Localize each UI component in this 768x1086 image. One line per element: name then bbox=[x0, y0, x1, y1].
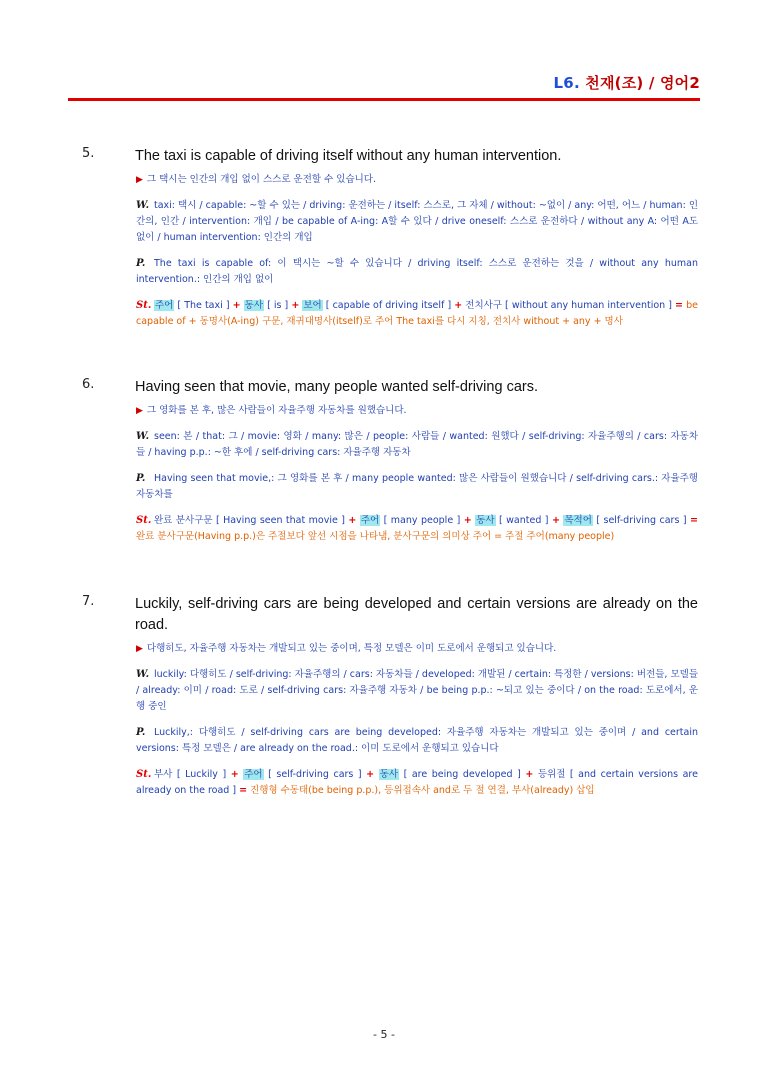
words-text: taxi: 택시 / capable: ~할 수 있는 / driving: 운전하는 / itself: 스스로, 그 자체 / without: ~없이 / any: 어떤, 어느 / human: 인간의, 인간 / intervention: 개입 / be capable of A-ing: A할 수 있다 / drive oneself: 스스로 운전하다 / without any A: 어떤 A도 없이 / human intervention: 인간의 개입 bbox=[136, 200, 698, 243]
plus-sign: + bbox=[366, 769, 375, 780]
p-label: P. bbox=[136, 258, 146, 269]
plus-sign: + bbox=[551, 515, 560, 526]
triangle-bullet-icon: ▶ bbox=[136, 406, 143, 416]
structure-part: 등위절 [ and certain versions are already on the road ] bbox=[136, 769, 698, 796]
tag-subject: 주어 bbox=[360, 515, 380, 526]
question-6 bbox=[68, 377, 698, 545]
phrases-text: Luckily,: 다행히도 / self-driving cars are being developed: 자율주행 자동차는 개발되고 있는 중이며 / and certain versions: 특정 모델은 / are already on the road.: 이미 도로에서 운행되고 있습니다 bbox=[136, 727, 698, 754]
structure-part: [ is ] bbox=[264, 300, 292, 311]
equals-sign: = bbox=[690, 515, 698, 526]
p-label: P. bbox=[136, 727, 146, 738]
phrases-block bbox=[136, 471, 698, 503]
phrases-block bbox=[136, 725, 698, 757]
structure-block bbox=[136, 513, 698, 545]
question-7 bbox=[68, 594, 698, 799]
plus-sign: + bbox=[525, 769, 534, 780]
structure-part: [ capable of driving itself ] bbox=[322, 300, 455, 311]
equals-sign: = bbox=[239, 785, 248, 796]
structure-part: 완료 분사구문 [ Having seen that movie ] bbox=[154, 515, 349, 526]
question-5 bbox=[68, 146, 698, 330]
page-number: - 5 - bbox=[373, 1028, 395, 1041]
tag-verb: 동사 bbox=[476, 515, 495, 526]
structure-part: 전치사구 [ without any human intervention ] bbox=[462, 300, 676, 311]
equals-sign: = bbox=[675, 300, 684, 311]
p-label: P. bbox=[136, 473, 146, 484]
structure-explanation: 진행형 수동태(be being p.p.), 등위접속사 and로 두 절 연결, 부사(already) 삽입 bbox=[247, 785, 595, 796]
question-number: 7. bbox=[82, 594, 95, 609]
question-number: 5. bbox=[82, 146, 95, 161]
tag-object: 목적어 bbox=[564, 515, 592, 526]
space bbox=[374, 769, 379, 780]
phrases-text: The taxi is capable of: 이 택시는 ~할 수 있습니다 / driving itself: 스스로 운전하는 것을 / without any human intervention.: 인간의 개입 없이 bbox=[136, 258, 698, 285]
triangle-bullet-icon: ▶ bbox=[136, 644, 143, 654]
translation bbox=[136, 172, 698, 188]
words-block bbox=[136, 667, 698, 715]
plus-sign: + bbox=[230, 769, 239, 780]
translation bbox=[136, 403, 698, 419]
translation-text: 그 택시는 인간의 개입 없이 스스로 운전할 수 있습니다. bbox=[146, 174, 376, 185]
lesson-title: 천재(조) / 영어2 bbox=[579, 74, 700, 92]
header-divider bbox=[68, 98, 700, 101]
structure-part: [ self-driving cars ] bbox=[263, 769, 367, 780]
st-label: St. bbox=[136, 300, 152, 311]
words-text: seen: 본 / that: 그 / movie: 영화 / many: 많은 / people: 사람들 / wanted: 원했다 / self-driving: 자율주행의 / cars: 자동차들 / having p.p.: ~한 후에 / self-driving cars: 자율주행 자동차 bbox=[136, 431, 698, 458]
phrases-text: Having seen that movie,: 그 영화를 본 후 / many people wanted: 많은 사람들이 원했습니다 / self-driving cars.: 자율주행 자동차를 bbox=[136, 473, 698, 500]
tag-subject: 주어 bbox=[155, 300, 174, 311]
words-block bbox=[136, 429, 698, 461]
question-number: 6. bbox=[82, 377, 95, 392]
structure-explanation: be capable of + 동명사(A-ing) 구문, 재귀대명사(itself)로 주어 The taxi를 다시 지칭, 전치사 without + any + 명사 bbox=[136, 300, 698, 327]
translation-text: 다행히도, 자율주행 자동차는 개발되고 있는 중이며, 특정 모델은 이미 도로에서 운행되고 있습니다. bbox=[146, 643, 557, 654]
tag-verb: 동사 bbox=[244, 300, 264, 311]
tag-subject: 주어 bbox=[244, 769, 263, 780]
plus-sign: + bbox=[232, 300, 241, 311]
question-sentence: The taxi is capable of driving itself without any human intervention. bbox=[135, 148, 562, 164]
phrases-block bbox=[136, 256, 698, 288]
translation bbox=[136, 641, 698, 657]
w-label: W. bbox=[136, 669, 150, 680]
plus-sign: + bbox=[348, 515, 357, 526]
plus-sign: + bbox=[454, 300, 463, 311]
structure-part: [ wanted ] bbox=[495, 515, 552, 526]
structure-explanation: 완료 분사구문(Having p.p.)은 주절보다 앞선 시점을 나타냄, 분사구문의 의미상 주어 = 주절 주어(many people) bbox=[136, 531, 615, 542]
words-block bbox=[136, 198, 698, 246]
structure-part: [ The taxi ] bbox=[174, 300, 233, 311]
structure-part: [ self-driving cars ] bbox=[592, 515, 691, 526]
question-sentence: Luckily, self-driving cars are being developed and certain versions are already on the road. bbox=[135, 596, 698, 633]
st-label: St. bbox=[136, 515, 152, 526]
triangle-bullet-icon: ▶ bbox=[136, 175, 143, 185]
structure-part: 부사 [ Luckily ] bbox=[154, 769, 231, 780]
plus-sign: + bbox=[463, 515, 472, 526]
question-sentence: Having seen that movie, many people wanted self-driving cars. bbox=[135, 379, 538, 395]
header-title bbox=[554, 72, 700, 93]
translation-text: 그 영화를 본 후, 많은 사람들이 자율주행 자동차를 원했습니다. bbox=[146, 405, 407, 416]
structure-block bbox=[136, 298, 698, 330]
plus-sign: + bbox=[291, 300, 300, 311]
st-label: St. bbox=[136, 769, 152, 780]
structure-part: [ many people ] bbox=[380, 515, 464, 526]
w-label: W. bbox=[136, 200, 150, 211]
structure-block bbox=[136, 767, 698, 799]
lesson-number: L6. bbox=[553, 74, 580, 92]
structure-part: [ are being developed ] bbox=[399, 769, 526, 780]
tag-complement: 보어 bbox=[303, 300, 322, 311]
w-label: W. bbox=[136, 431, 150, 442]
words-text: luckily: 다행히도 / self-driving: 자율주행의 / cars: 자동차들 / developed: 개발된 / certain: 특정한 / versions: 버전들, 모델들 / already: 이미 / road: 도로 / self-driving cars: 자율주행 자동차 / be being p.p.: ~되고 있는 중이다 / on the road: 도로에서, 운행 중인 bbox=[136, 669, 698, 712]
tag-verb: 동사 bbox=[379, 769, 399, 780]
